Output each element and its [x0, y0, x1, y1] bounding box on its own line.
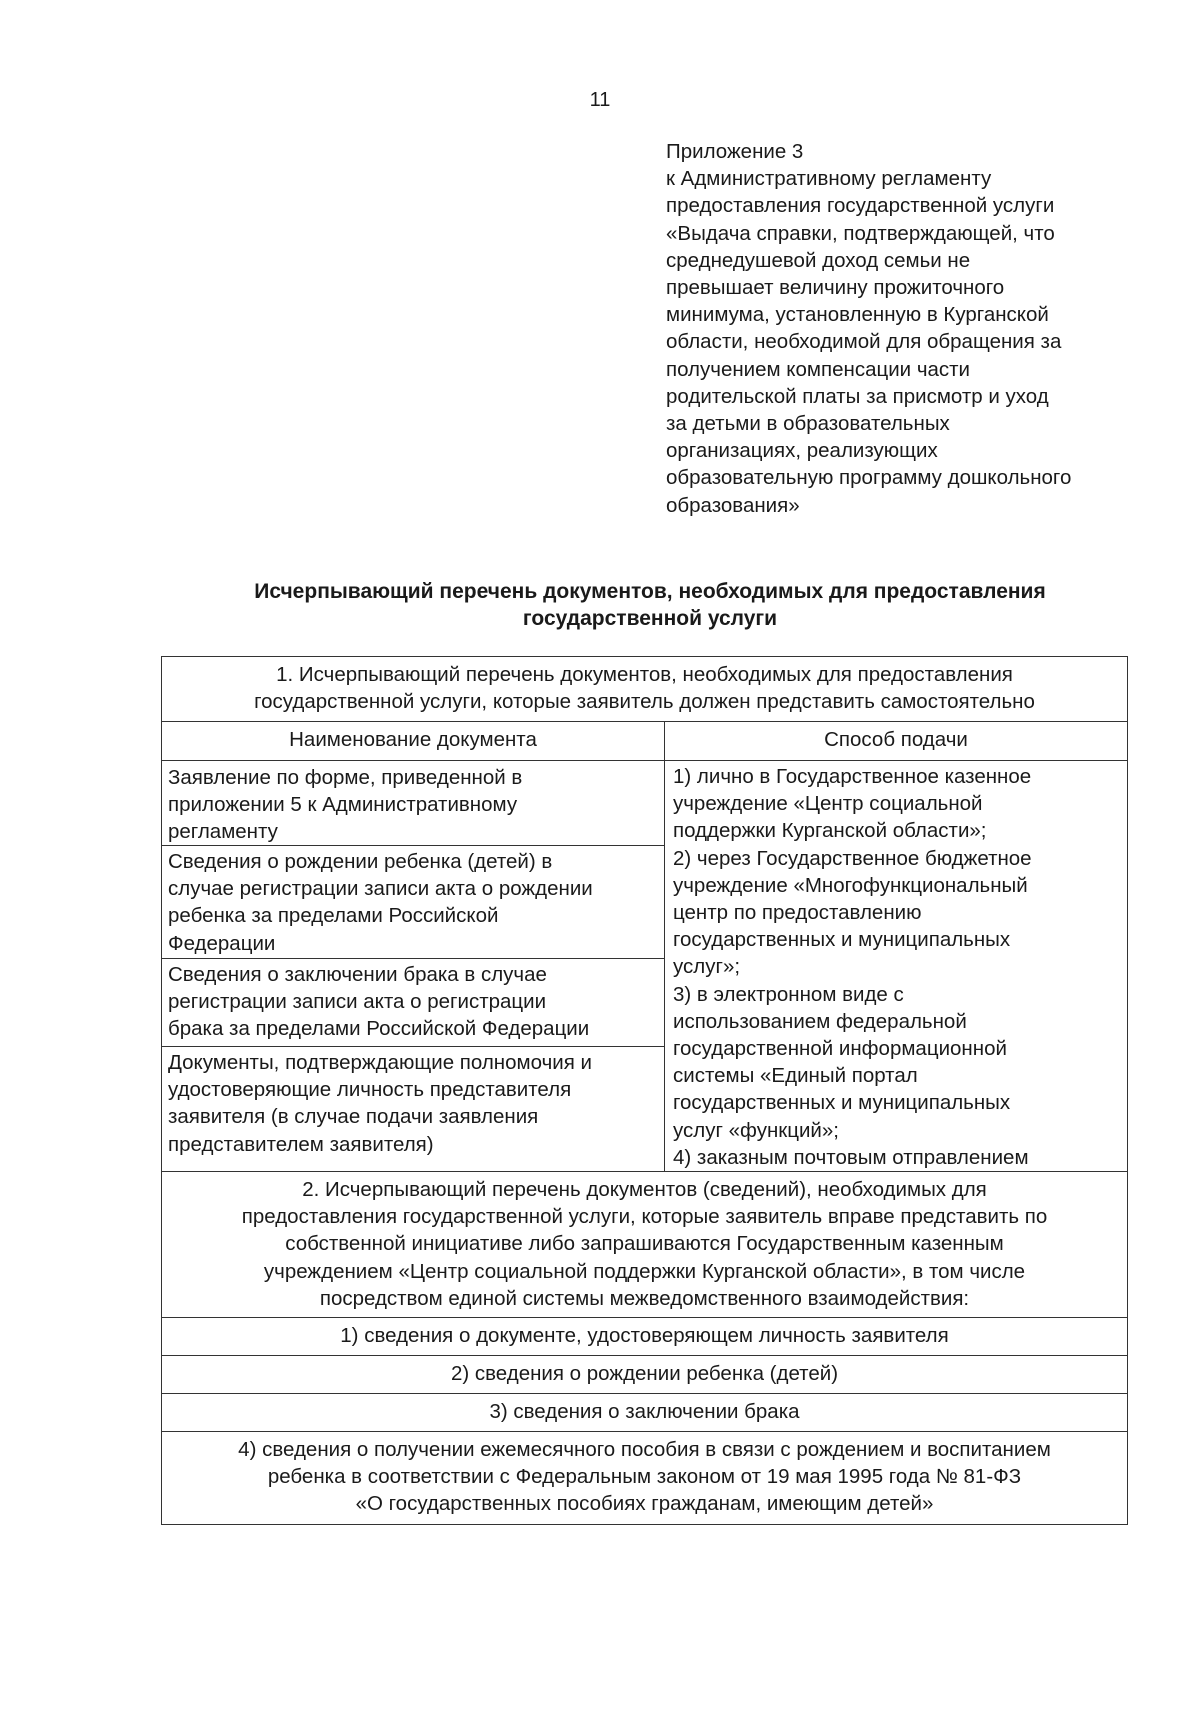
column-header-row — [162, 722, 1127, 761]
section2-header: 2. Исчерпывающий перечень документов (сведений), необходимых для предоставления государственной услуги, которые заявитель вправе представить по собственной инициативе либо запрашиваются Государственным казенным учреждением «Центр социальной поддержки Курганской области», в том числе посредством единой системы межведомственного взаимодействия: — [241, 1178, 1048, 1310]
page-number: 11 — [589, 89, 611, 111]
section1-header: 1. Исчерпывающий перечень документов, необходимых для предоставления государственной услуги, которые заявитель должен представить самостоятельно — [254, 663, 1035, 714]
section2-item: 4) сведения о получении ежемесячного пособия в связи с рождением и воспитанием ребенка в соответствии с Федеральным законом от 19 мая 1995 года № 81-ФЗ «О государственных пособиях гражданам, имеющим детей» — [238, 1438, 1051, 1516]
section1-header-row — [162, 657, 1127, 722]
column-header-doc-name: Наименование документа — [162, 722, 665, 760]
section2-item-row — [162, 1318, 1127, 1356]
submission-methods: 1) лично в Государственное казенное учреждение «Центр социальной поддержки Курганской области»; 2) через Государственное бюджетное учреждение «Многофункциональный центр по предоставлению государственных и муниципальных услуг»; 3) в электронном виде с использованием федеральной государственной информационной системы «Единый портал государственных и муниципальных услуг «функций»; 4) заказным почтовым отправлением — [673, 765, 1032, 1169]
documents-row — [162, 761, 1127, 1172]
document-item: Заявление по форме, приведенной в приложении 5 к Административному регламенту — [162, 761, 664, 846]
section2-item: 3) сведения о заключении брака — [489, 1400, 800, 1424]
section2-item-row — [162, 1432, 1127, 1524]
documents-table — [161, 656, 1128, 1525]
appendix-reference: Приложение 3 к Административному регламенту предоставления государственной услуги «Выдача справки, подтверждающей, что среднедушевой доход семьи не превышает величину прожиточного минимума, установленную в Курганской области, необходимой для обращения за получением компенсации части родительской платы за присмотр и уход за детьми в образовательных организациях, реализующих образовательную программу дошкольного образования» — [666, 140, 1072, 517]
document-item: Сведения о заключении брака в случае регистрации записи акта о регистрации брака за пределами Российской Федерации — [162, 959, 664, 1047]
column-header-method: Способ подачи — [824, 728, 968, 751]
section2-item: 2) сведения о рождении ребенка (детей) — [450, 1362, 839, 1386]
document-item: Сведения о рождении ребенка (детей) в случае регистрации записи акта о рождении ребенка за пределами Российской Федерации — [162, 846, 664, 959]
documents-list — [162, 761, 665, 1171]
document-item: Документы, подтверждающие полномочия и удостоверяющие личность представителя заявителя (в случае подачи заявления представителем заявителя) — [168, 1051, 592, 1156]
section2-item-row — [162, 1394, 1127, 1432]
document-title: Исчерпывающий перечень документов, необходимых для предоставления государственной услуги — [254, 580, 1046, 630]
section2-item: 1) сведения о документе, удостоверяющем личность заявителя — [340, 1324, 949, 1348]
section2-item-row — [162, 1356, 1127, 1394]
section2-header-row — [162, 1172, 1127, 1318]
